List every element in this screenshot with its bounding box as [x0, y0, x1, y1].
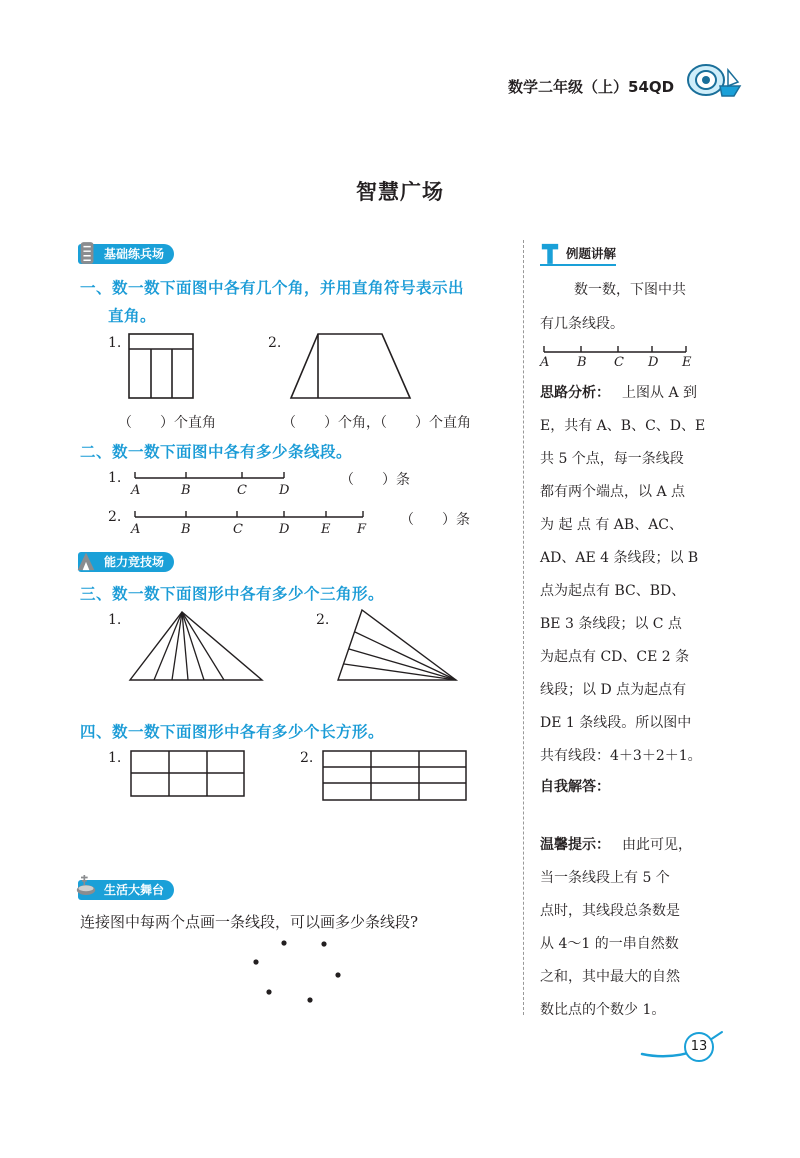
- q2-line2-figure: [130, 509, 370, 523]
- example-intro-line2: 有几条线段。: [540, 316, 624, 332]
- example-tip-line-4: 之和，其中最大的自然: [540, 969, 680, 985]
- badge-basic: [78, 244, 174, 264]
- q3-title: 三、数一数下面图形中各有多少个三角形。: [80, 585, 385, 603]
- q2-line2-point-A: A: [131, 522, 141, 537]
- q2-line2-point-B: B: [181, 522, 191, 537]
- q2-line2-point-E: E: [321, 522, 331, 537]
- q2-line2-point-D: D: [279, 522, 290, 537]
- q2-line1-figure: [130, 470, 290, 484]
- life-question: 连接图中每两个点画一条线段，可以画多少条线段?: [80, 913, 419, 931]
- example-self-answer-area[interactable]: [540, 800, 710, 826]
- q4-grid1-figure: [130, 750, 246, 798]
- page-number: 13: [684, 1032, 714, 1062]
- badge-life: [78, 880, 174, 900]
- example-point-B: B: [577, 355, 587, 370]
- example-analysis-line-4: 为 起 点 有 AB、AC、: [540, 517, 684, 533]
- example-tip-line-2: 点时，其线段总条数是: [540, 903, 680, 919]
- q1-trapezoid-figure: [290, 333, 412, 401]
- q3-fan-triangle-figure: [128, 610, 264, 682]
- q1-title-line1: 一、数一数下面图中各有几个角，并用直角符号表示出: [80, 279, 465, 297]
- q2-item1-num: 1.: [108, 470, 122, 486]
- q4-grid2-figure: [322, 750, 468, 802]
- ladder-icon: [78, 240, 98, 266]
- t-shape-icon: [540, 240, 560, 266]
- book-header-title: 数学二年级（上）54QD: [508, 78, 675, 96]
- q4-item1-num: 1.: [108, 750, 122, 766]
- example-point-D: D: [648, 355, 659, 370]
- badge-ability-label: 能力竞技场: [78, 552, 174, 572]
- example-analysis-label: 思路分析：: [540, 385, 610, 401]
- page-title: 智慧广场: [356, 180, 444, 204]
- badge-basic-label: 基础练兵场: [78, 244, 174, 264]
- example-analysis-line-11: 共有线段：4＋3＋2＋1。: [540, 748, 702, 764]
- q4-title: 四、数一数下面图形中各有多少个长方形。: [80, 723, 385, 741]
- example-analysis-line-6: 点为起点有 BC、BD、: [540, 583, 686, 599]
- example-analysis-line-10: DE 1 条线段。所以图中: [540, 715, 692, 731]
- q2-line1-point-B: B: [181, 483, 191, 498]
- q2-title: 二、数一数下面图中各有多少条线段。: [80, 443, 353, 461]
- badge-example: [540, 244, 616, 266]
- q1-answer1[interactable]: （ ）个直角: [118, 415, 216, 431]
- example-analysis-line-2: 共 5 个点，每一条线段: [540, 451, 684, 467]
- example-analysis-line-8: 为起点有 CD、CE 2 条: [540, 649, 690, 665]
- example-analysis-line-9: 线段；以 D 点为起点有: [540, 682, 687, 698]
- example-point-C: C: [614, 355, 624, 370]
- example-analysis-line-1: E，共有 A、B、C、D、E: [540, 418, 706, 434]
- badge-life-label: 生活大舞台: [78, 880, 174, 900]
- example-tip-line-3: 从 4～1 的一串自然数: [540, 936, 679, 952]
- q1-rectangle-figure: [128, 333, 196, 401]
- q2-line1-point-C: C: [237, 483, 247, 498]
- q2-line2-point-C: C: [233, 522, 243, 537]
- tent-icon: [76, 548, 96, 574]
- example-intro-line1: 数一数，下图中共: [574, 282, 686, 298]
- q2-answer2[interactable]: （ ）条: [400, 512, 470, 528]
- example-analysis-line-3: 都有两个端点，以 A 点: [540, 484, 686, 500]
- example-point-E: E: [682, 355, 692, 370]
- example-self-answer-label: 自我解答：: [540, 779, 610, 795]
- badge-example-label: 例题讲解: [540, 244, 616, 266]
- q1-item1-num: 1.: [108, 335, 122, 351]
- example-tip-line-1: 当一条线段上有 5 个: [540, 870, 670, 886]
- q2-line1-point-D: D: [279, 483, 290, 498]
- q4-item2-num: 2.: [300, 750, 314, 766]
- example-analysis-line-7: BE 3 条线段；以 C 点: [540, 616, 682, 632]
- q1-answer2[interactable]: （ ）个角，（ ）个直角: [282, 415, 471, 431]
- q2-answer1[interactable]: （ ）条: [340, 472, 410, 488]
- example-point-A: A: [540, 355, 550, 370]
- q3-split-triangle-figure: [336, 608, 458, 682]
- example-analysis-line-0: 上图从 A 到: [622, 385, 698, 401]
- q2-item2-num: 2.: [108, 509, 122, 525]
- q1-item2-num: 2.: [268, 335, 282, 351]
- q3-item2-num: 2.: [316, 612, 330, 628]
- badge-ability: [78, 552, 174, 572]
- life-dots-figure: [250, 936, 350, 1008]
- mascot-icon: [684, 56, 744, 102]
- q1-title-line2: 直角。: [108, 307, 157, 325]
- q2-line1-point-A: A: [131, 483, 141, 498]
- example-tip-label: 温馨提示：: [540, 837, 610, 853]
- example-analysis-line-5: AD、AE 4 条线段；以 B: [540, 550, 699, 566]
- q2-line2-point-F: F: [357, 522, 367, 537]
- example-tip-line-0: 由此可见，: [622, 837, 692, 853]
- example-tip-line-5: 数比点的个数少 1。: [540, 1002, 666, 1018]
- column-divider: [523, 240, 524, 1015]
- stage-icon: [76, 872, 96, 898]
- q3-item1-num: 1.: [108, 612, 122, 628]
